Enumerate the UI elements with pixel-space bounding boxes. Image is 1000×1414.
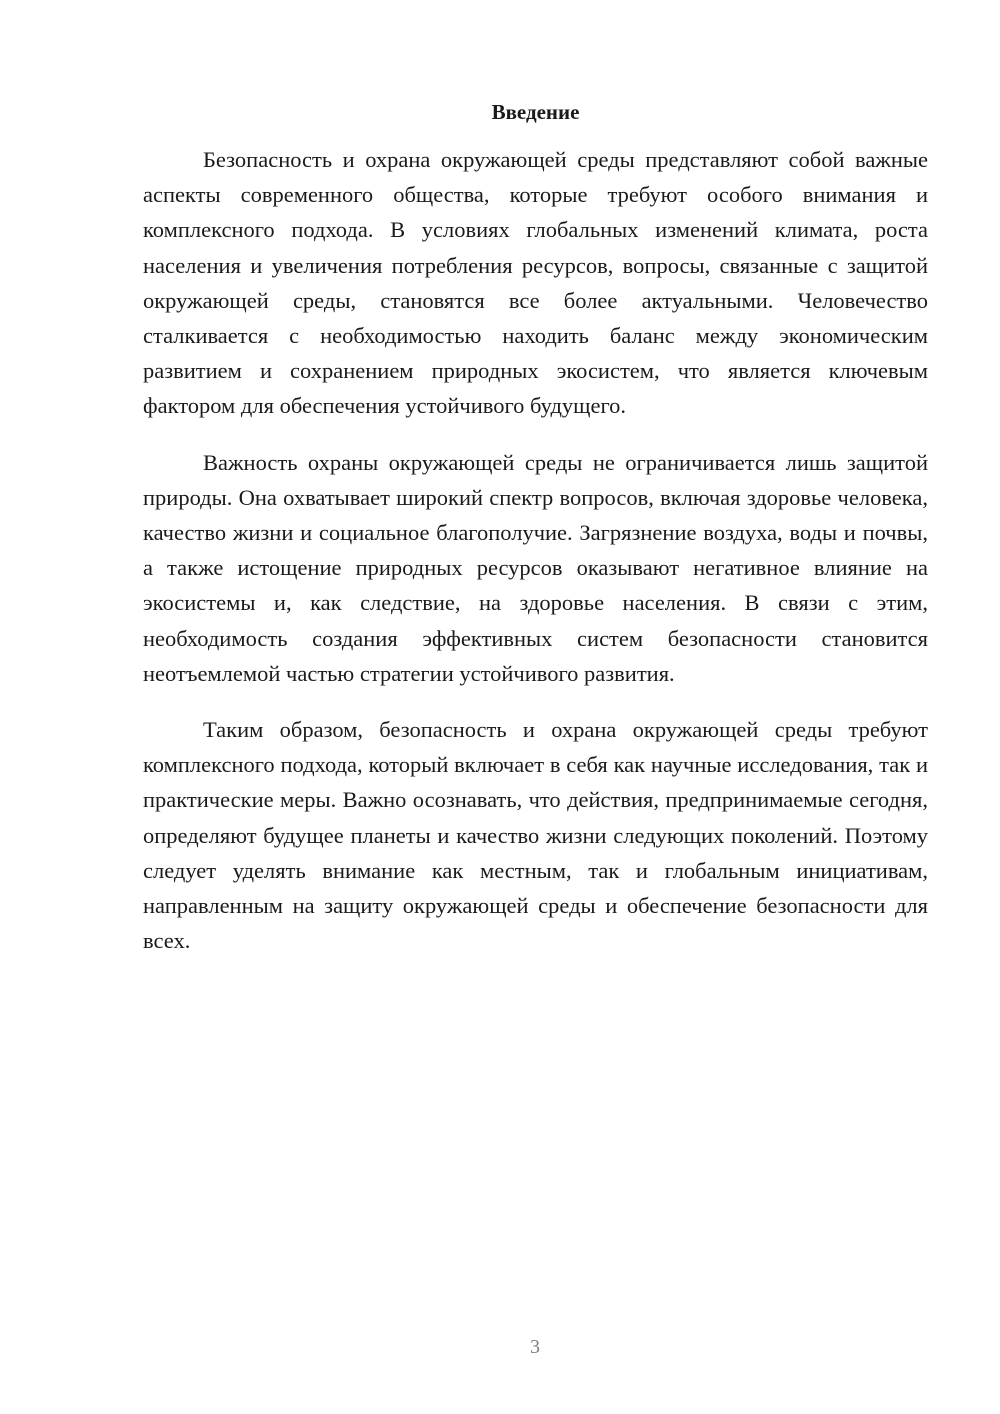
page-title: Введение <box>491 100 580 124</box>
paragraph-1: Безопасность и охрана окружающей среды представляют собой важные аспекты современного общества, которые требуют особого внимания и комплексного подхода. В условиях глобальных изменений климата, роста населения и увеличения потребления ресурсов, вопросы, связанные с защитой окружающей среды, становятся все более актуальными. Человечество сталкивается с необходимостью находить баланс между экономическим развитием и сохранением природных экосистем, что является ключевым фактором для обеспечения устойчивого будущего. <box>143 147 928 419</box>
body-text <box>143 142 928 979</box>
paragraph-2: Важность охраны окружающей среды не ограничивается лишь защитой природы. Она охватывает широкий спектр вопросов, включая здоровье человека, качество жизни и социальное благополучие. Загрязнение воздуха, воды и почвы, а также истощение природных ресурсов оказывают негативное влияние на экосистемы и, как следствие, на здоровье населения. В связи с этим, необходимость создания эффективных систем безопасности становится неотъемлемой частью стратегии устойчивого развития. <box>143 449 928 686</box>
page-number: 3 <box>530 1336 540 1358</box>
paragraph-3: Таким образом, безопасность и охрана окружающей среды требуют комплексного подхода, который включает в себя как научные исследования, так и практические меры. Важно осознавать, что действия, предпринимаемые сегодня, определяют будущее планеты и качество жизни следующих поколений. Поэтому следует уделять внимание как местным, так и глобальным инициативам, направленным на защиту окружающей среды и обеспечение безопасности для всех. <box>143 717 928 954</box>
